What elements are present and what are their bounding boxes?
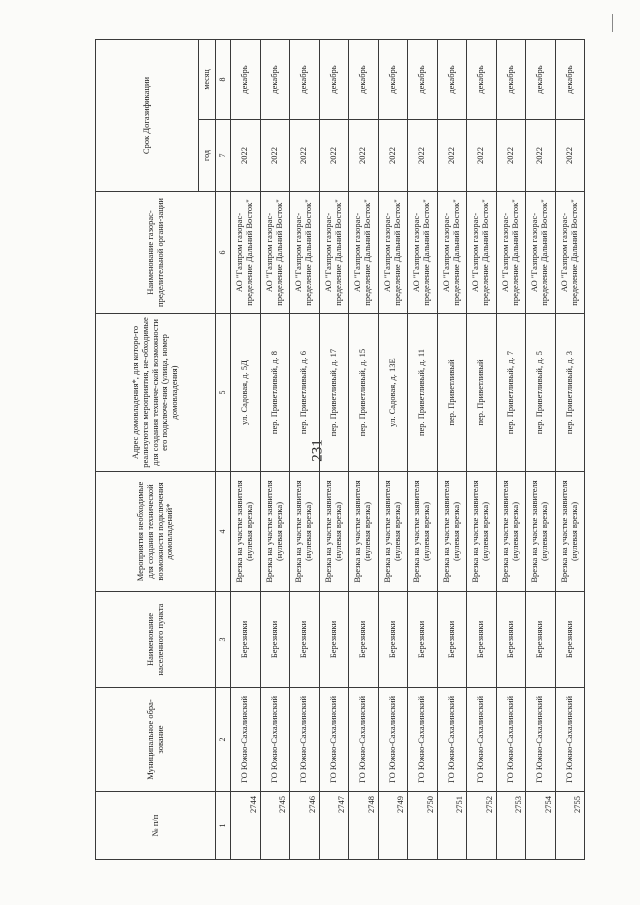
column-number: 6: [216, 192, 231, 314]
column-number: 1: [216, 792, 231, 860]
cell-locality: Березняки: [231, 592, 261, 688]
header-locality: Наименование населенного пункта: [96, 592, 216, 688]
column-number: 5: [216, 314, 231, 472]
cell-municipality: ГО Южно-Сахалинский: [319, 688, 349, 792]
cell-gdo: АО "Газпром газорас-пределение Дальний Восток": [260, 192, 290, 314]
cell-year: 2022: [290, 120, 320, 192]
cell-month: декабрь: [496, 40, 526, 120]
cell-num: 2752: [467, 792, 497, 860]
cell-num: 2745: [260, 792, 290, 860]
cell-num: 2753: [496, 792, 526, 860]
header-year: год: [199, 120, 216, 192]
table-row: [378, 40, 408, 860]
table-row: [408, 40, 438, 860]
cell-measure: Врезка на участке заявителя (нулевая врезка): [555, 472, 585, 592]
cell-locality: Березняки: [260, 592, 290, 688]
cell-month: декабрь: [437, 40, 467, 120]
cell-num: 2751: [437, 792, 467, 860]
table-row: [349, 40, 379, 860]
cell-month: декабрь: [349, 40, 379, 120]
table-row: [290, 40, 320, 860]
cell-num: 2744: [231, 792, 261, 860]
cell-year: 2022: [437, 120, 467, 192]
cell-locality: Березняки: [496, 592, 526, 688]
cell-gdo: АО "Газпром газорас-пределение Дальний Восток": [408, 192, 438, 314]
cell-year: 2022: [526, 120, 556, 192]
cell-address: пер. Приветливый: [467, 314, 497, 472]
cell-measure: Врезка на участке заявителя (нулевая врезка): [467, 472, 497, 592]
cell-locality: Березняки: [555, 592, 585, 688]
cell-num: 2755: [555, 792, 585, 860]
cell-year: 2022: [260, 120, 290, 192]
header-municipality: Муниципальное обра-зование: [96, 688, 216, 792]
scan-mark: [612, 14, 613, 32]
cell-municipality: ГО Южно-Сахалинский: [231, 688, 261, 792]
cell-municipality: ГО Южно-Сахалинский: [260, 688, 290, 792]
table-row: [526, 40, 556, 860]
cell-address: пер. Приветливый, д. 15: [349, 314, 379, 472]
cell-num: 2747: [319, 792, 349, 860]
cell-address: ул. Садовая, д. 13Е: [378, 314, 408, 472]
cell-locality: Березняки: [319, 592, 349, 688]
cell-gdo: АО "Газпром газорас-пределение Дальний Восток": [349, 192, 379, 314]
cell-gdo: АО "Газпром газорас-пределение Дальний Восток": [526, 192, 556, 314]
cell-measure: Врезка на участке заявителя (нулевая врезка): [496, 472, 526, 592]
cell-year: 2022: [467, 120, 497, 192]
cell-address: пер. Приветливый, д. 17: [319, 314, 349, 472]
column-number: 7: [216, 120, 231, 192]
table-row: [496, 40, 526, 860]
cell-gdo: АО "Газпром газорас-пределение Дальний Восток": [467, 192, 497, 314]
cell-municipality: ГО Южно-Сахалинский: [349, 688, 379, 792]
cell-month: декабрь: [260, 40, 290, 120]
cell-measure: Врезка на участке заявителя (нулевая врезка): [290, 472, 320, 592]
header-deadline: Срок Догазификации: [96, 40, 199, 192]
header-measures: Мероприятия необходимые для создания технической возможности подключения домовладений*: [96, 472, 216, 592]
table-row: [555, 40, 585, 860]
table-body: [231, 40, 585, 860]
column-number: 4: [216, 472, 231, 592]
cell-locality: Березняки: [349, 592, 379, 688]
cell-address: пер. Приветливый, д. 8: [260, 314, 290, 472]
cell-year: 2022: [378, 120, 408, 192]
cell-month: декабрь: [290, 40, 320, 120]
cell-locality: Березняки: [408, 592, 438, 688]
header-gdo: Наименование газорас-пределительной органи-зации: [96, 192, 216, 314]
cell-year: 2022: [349, 120, 379, 192]
cell-measure: Врезка на участке заявителя (нулевая врезка): [378, 472, 408, 592]
cell-month: декабрь: [319, 40, 349, 120]
cell-gdo: АО "Газпром газорас-пределение Дальний Восток": [555, 192, 585, 314]
cell-municipality: ГО Южно-Сахалинский: [526, 688, 556, 792]
cell-year: 2022: [408, 120, 438, 192]
cell-municipality: ГО Южно-Сахалинский: [555, 688, 585, 792]
cell-municipality: ГО Южно-Сахалинский: [290, 688, 320, 792]
cell-address: пер. Приветливый, д. 5: [526, 314, 556, 472]
cell-measure: Врезка на участке заявителя (нулевая врезка): [526, 472, 556, 592]
cell-gdo: АО "Газпром газорас-пределение Дальний Восток": [319, 192, 349, 314]
header-row: [96, 40, 199, 860]
cell-month: декабрь: [231, 40, 261, 120]
cell-municipality: ГО Южно-Сахалинский: [408, 688, 438, 792]
rotated-table-container: [95, 40, 585, 860]
cell-gdo: АО "Газпром газорас-пределение Дальний Восток": [378, 192, 408, 314]
table-row: [467, 40, 497, 860]
cell-measure: Врезка на участке заявителя (нулевая врезка): [437, 472, 467, 592]
table-row: [231, 40, 261, 860]
cell-address: пер. Приветливый, д. 7: [496, 314, 526, 472]
table-row: [260, 40, 290, 860]
table-row: [319, 40, 349, 860]
cell-locality: Березняки: [467, 592, 497, 688]
cell-measure: Врезка на участке заявителя (нулевая врезка): [231, 472, 261, 592]
cell-gdo: АО "Газпром газорас-пределение Дальний Восток": [496, 192, 526, 314]
cell-address: пер. Приветливый, д. 11: [408, 314, 438, 472]
cell-municipality: ГО Южно-Сахалинский: [378, 688, 408, 792]
column-number-row: [216, 40, 231, 860]
page-number: 231: [309, 439, 326, 462]
cell-address: пер. Приветливый: [437, 314, 467, 472]
cell-municipality: ГО Южно-Сахалинский: [437, 688, 467, 792]
cell-month: декабрь: [408, 40, 438, 120]
cell-num: 2750: [408, 792, 438, 860]
cell-measure: Врезка на участке заявителя (нулевая врезка): [260, 472, 290, 592]
cell-address: ул. Садовая, д. 5Д: [231, 314, 261, 472]
cell-num: 2754: [526, 792, 556, 860]
cell-year: 2022: [496, 120, 526, 192]
cell-locality: Березняки: [290, 592, 320, 688]
cell-year: 2022: [555, 120, 585, 192]
cell-gdo: АО "Газпром газорас-пределение Дальний Восток": [290, 192, 320, 314]
cell-year: 2022: [319, 120, 349, 192]
cell-month: декабрь: [378, 40, 408, 120]
header-address: Адрес домовладения*, для которо-го реализуются мероприятия, не-обходимые для создания техниче-ской возможности его подключе-ния (улица, номер домовладения): [96, 314, 216, 472]
cell-address: пер. Приветливый, д. 6: [290, 314, 320, 472]
cell-month: декабрь: [467, 40, 497, 120]
cell-measure: Врезка на участке заявителя (нулевая врезка): [408, 472, 438, 592]
header-month: месяц: [199, 40, 216, 120]
column-number: 8: [216, 40, 231, 120]
column-number: 2: [216, 688, 231, 792]
cell-gdo: АО "Газпром газорас-пределение Дальний Восток": [231, 192, 261, 314]
cell-year: 2022: [231, 120, 261, 192]
cell-month: декабрь: [555, 40, 585, 120]
cell-measure: Врезка на участке заявителя (нулевая врезка): [319, 472, 349, 592]
cell-measure: Врезка на участке заявителя (нулевая врезка): [349, 472, 379, 592]
cell-gdo: АО "Газпром газорас-пределение Дальний Восток": [437, 192, 467, 314]
cell-locality: Березняки: [378, 592, 408, 688]
cell-municipality: ГО Южно-Сахалинский: [467, 688, 497, 792]
cell-address: пер. Приветливый, д. 3: [555, 314, 585, 472]
cell-num: 2748: [349, 792, 379, 860]
gasification-table: [95, 39, 585, 860]
header-num: № п/п: [96, 792, 216, 860]
cell-num: 2749: [378, 792, 408, 860]
cell-locality: Березняки: [526, 592, 556, 688]
cell-num: 2746: [290, 792, 320, 860]
cell-locality: Березняки: [437, 592, 467, 688]
table-row: [437, 40, 467, 860]
cell-month: декабрь: [526, 40, 556, 120]
cell-municipality: ГО Южно-Сахалинский: [496, 688, 526, 792]
column-number: 3: [216, 592, 231, 688]
